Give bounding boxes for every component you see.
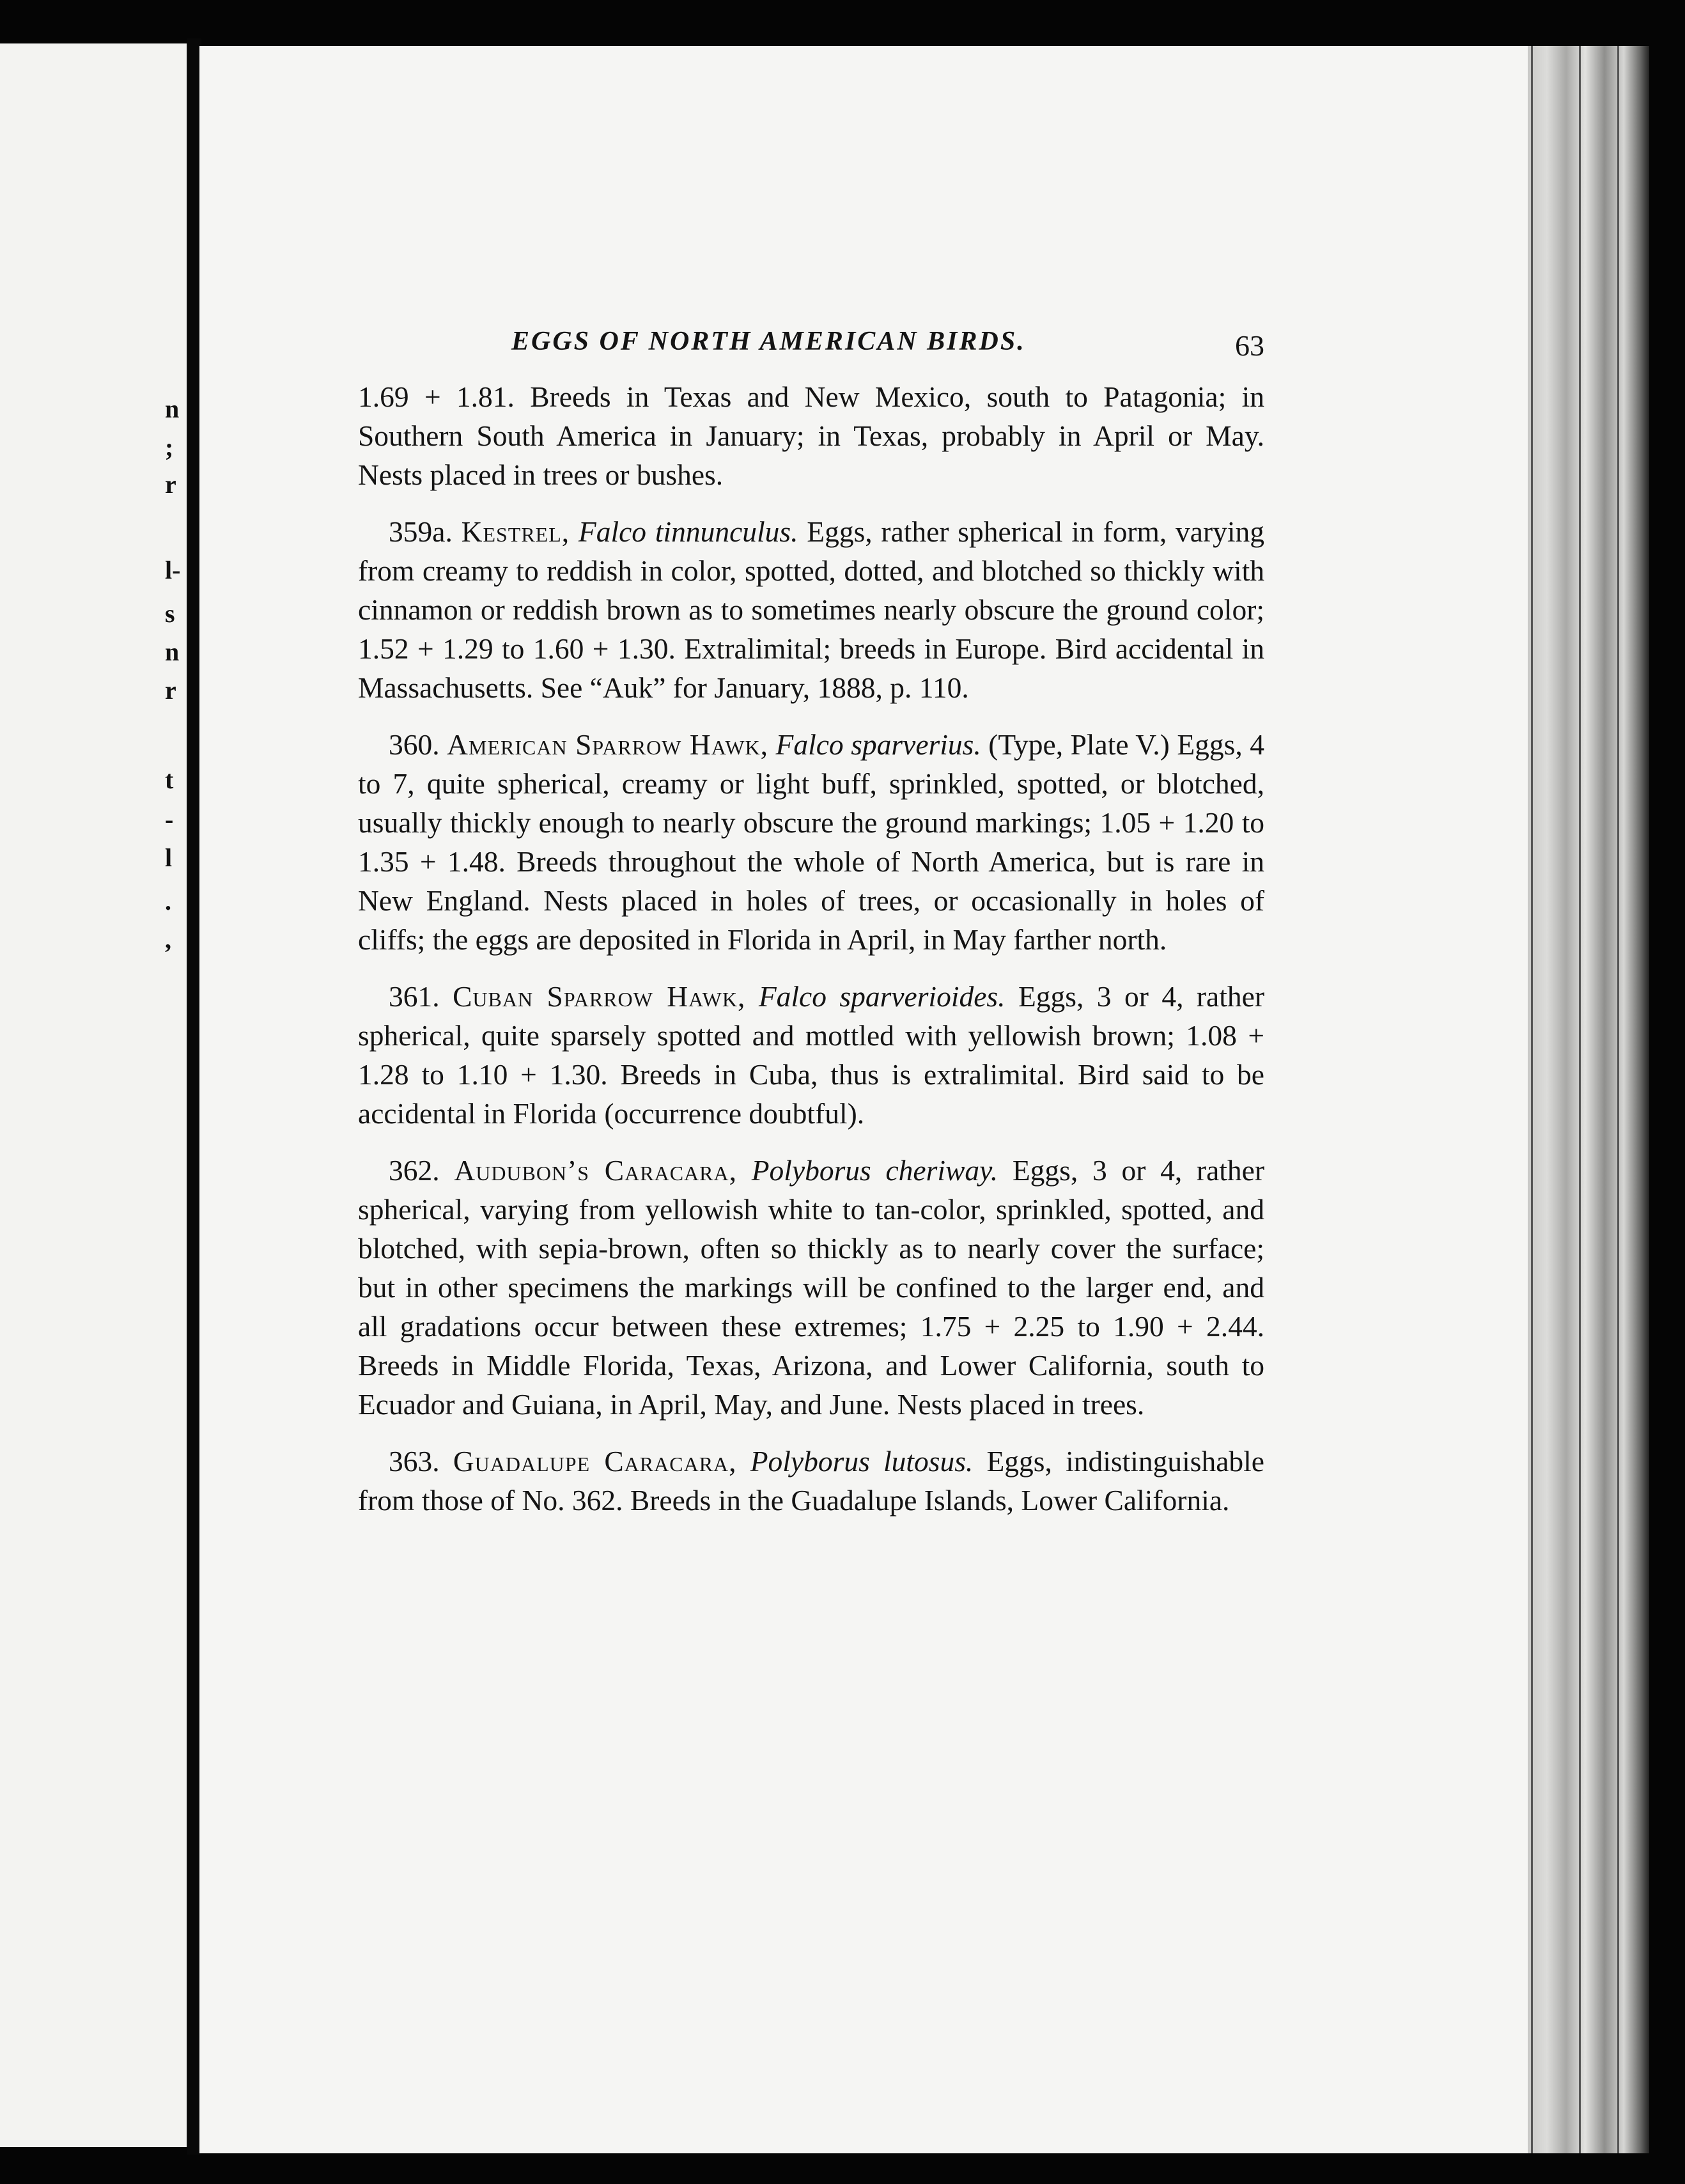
scientific-name: Falco sparverius. [775,728,981,761]
paragraph-continued [358,377,1264,494]
common-name: American Sparrow Hawk, [447,728,769,761]
common-name: Cuban Sparrow Hawk, [453,980,746,1013]
left-page-fragment-char: t [165,765,174,794]
page-edge-line [1531,46,1533,2153]
left-page-fragment-char: s [165,599,175,628]
left-page-fragment-char: r [165,470,176,499]
left-page-fragment-char: . [165,887,171,916]
running-head [358,320,1264,377]
species-entry-363 [358,1442,1264,1520]
left-page-fragment [0,43,189,2147]
scientific-name: Falco tinnunculus. [578,515,798,548]
species-entry-360 [358,725,1264,959]
scientific-name: Falco sparverioides. [758,980,1006,1013]
species-entry-361 [358,977,1264,1133]
running-title: EGGS OF NORTH AMERICAN BIRDS. [511,327,1026,356]
entry-number: 361. [389,980,440,1013]
page-text-block [358,320,1264,1538]
page-edge-line [1579,46,1581,2153]
left-page-fragment-char: l- [165,556,181,584]
scientific-name: Polyborus cheriway. [751,1154,998,1187]
common-name: Audubon’s Caracara, [454,1154,737,1187]
left-page-fragment-char: n [165,394,180,423]
species-entry-359a [358,512,1264,707]
entry-text: Eggs, rather spherical in form, varying from creamy to reddish in color, spotted, dotted, and blotched so thickly with cinnamon or reddish brown as to sometimes nearly obscure the ground color; 1.52 + 1.29 to 1.60 + 1.30. Extralimital; breeds in Europe. Bird accidental in Massachusetts. See “Auk” for January, 1888, p. 110. [358,515,1265,704]
entry-text: Eggs, indistinguishable from those of No. 362. Breeds in the Guadalupe Islands, Lower California. [358,1445,1264,1517]
common-name: Guadalupe Caracara, [453,1445,737,1478]
entry-number: 363. [389,1445,440,1478]
left-page-fragment-char: l [165,843,173,872]
common-name: Kestrel, [461,515,570,548]
left-page-fragment-char: , [165,925,171,954]
entry-text: Eggs, 3 or 4, rather spherical, varying from yellowish white to tan-color, sprinkled, spotted, and blotched, with sepia-brown, often so thickly as to nearly cover the surface; but in other specimens the markings will be confined to the larger end, and all gradations occur between these extremes; 1.75 + 2.25 to 1.90 + 2.44. Breeds in Middle Florida, Texas, Arizona, and Lower California, south to Ecuador and Guiana, in April, May, and June. Nests placed in trees. [358,1154,1265,1421]
left-page-fragment-char: - [165,805,174,834]
entry-text: Eggs, 3 or 4, rather spherical, quite sparsely spotted and mottled with yellowish brown; 1.08 + 1.28 to 1.10 + 1.30. Breeds in Cuba, thus is extralimital. Bird said to be accidental in Florida (occurrence doubtful). [358,980,1264,1130]
paragraph-text: 1.69 + 1.81. Breeds in Texas and New Mexico, south to Patagonia; in Southern South America in January; in Texas, probably in April or May. Nests placed in trees or bushes. [358,380,1264,491]
entry-number: 359a. [389,515,453,548]
species-entry-362 [358,1151,1264,1424]
page-number: 63 [1235,329,1264,362]
left-page-fragment-char: n [165,637,180,666]
scientific-name: Polyborus lutosus. [750,1445,974,1478]
entry-number: 362. [389,1154,440,1187]
entry-text: (Type, Plate V.) Eggs, 4 to 7, quite spherical, creamy or light buff, sprinkled, spotted, or blotched, usually thickly enough to nearly obscure the ground markings; 1.05 + 1.20 to 1.35 + 1.48. Breeds throughout the whole of North America, but is rare in New England. Nests placed in holes of trees, or occasionally in holes of cliffs; the eggs are deposited in Florida in April, in May farther north. [358,728,1264,956]
left-page-fragment-char: r [165,676,176,705]
entry-number: 360. [389,728,440,761]
page-edge-line [1617,46,1619,2153]
page-edges [1528,46,1649,2153]
left-page-fragment-char: ; [165,433,174,462]
